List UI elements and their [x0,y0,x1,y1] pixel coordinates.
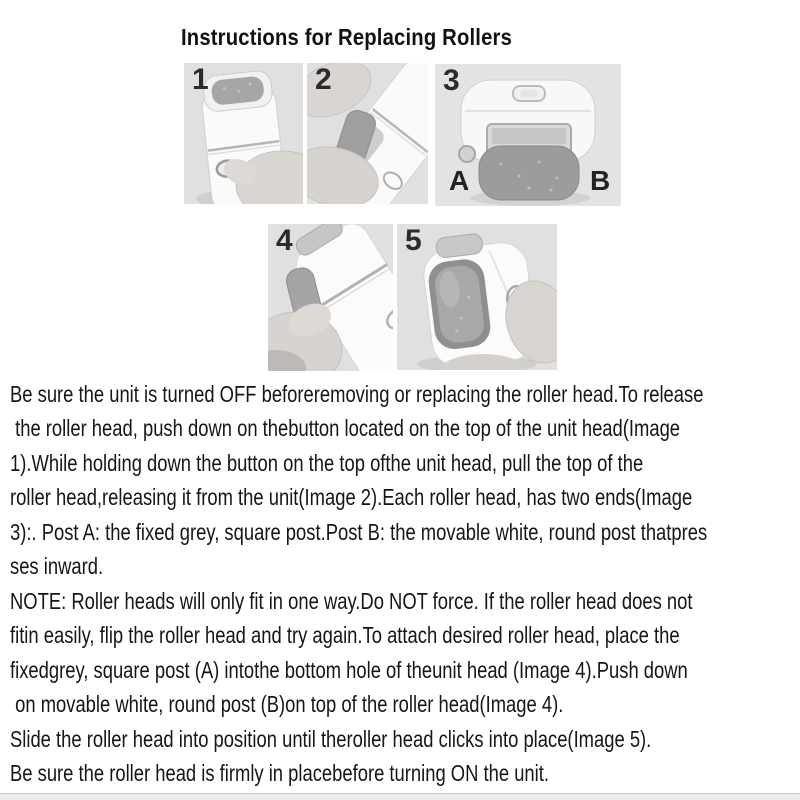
step-number-1: 1 [192,63,209,96]
instruction-line: Be sure the unit is turned OFF beforeremoving or replacing the roller head.To release [10,381,704,407]
photo-step-2 [307,63,428,204]
post-a-nub [459,146,475,162]
roller-head [479,146,579,200]
instruction-line: 3):. Post A: the fixed grey, square post.Post B: the movable white, round post thatpres [10,518,708,545]
instruction-line: NOTE: Roller heads will only fit in one way.Do NOT force. If the roller head does not [10,587,693,614]
photo-step-3 [435,64,621,206]
instruction-line: Be sure the roller head is firmly in placebefore turning ON the unit. [10,759,549,786]
post-a-label: A [449,165,470,196]
photo-step-5 [397,224,557,370]
instruction-line: 1).While holding down the button on the top ofthe unit head, pull the top of the [10,449,644,476]
instruction-line: on movable white, round post (B)on top of the roller head(Image 4). [10,691,564,718]
instruction-line: fitin easily, flip the roller head and try again.To attach desired roller head, place the [10,622,680,649]
instruction-line: the roller head, push down on thebutton located on the top of the unit head(Image [10,415,681,442]
step-number-2: 2 [315,63,332,96]
post-b-label: B [590,165,611,196]
step-number-3: 3 [443,64,460,97]
footer-divider [0,793,800,800]
instruction-line: roller head,releasing it from the unit(Image 2).Each roller head, has two ends(Image [10,484,693,511]
photo-step-4 [268,224,393,371]
instruction-line: ses inward. [10,553,104,580]
instruction-line: fixedgrey, square post (A) intothe bottom hole of theunit head (Image 4).Push down [10,656,688,683]
step-number-5: 5 [405,224,422,257]
instruction-line: Slide the roller head into position until theroller head clicks into place(Image 5). [10,725,652,752]
instruction-text [10,377,800,790]
photo-step-1 [184,63,303,204]
page-title: Instructions for Replacing Rollers [181,24,513,50]
step-number-4: 4 [276,224,293,257]
